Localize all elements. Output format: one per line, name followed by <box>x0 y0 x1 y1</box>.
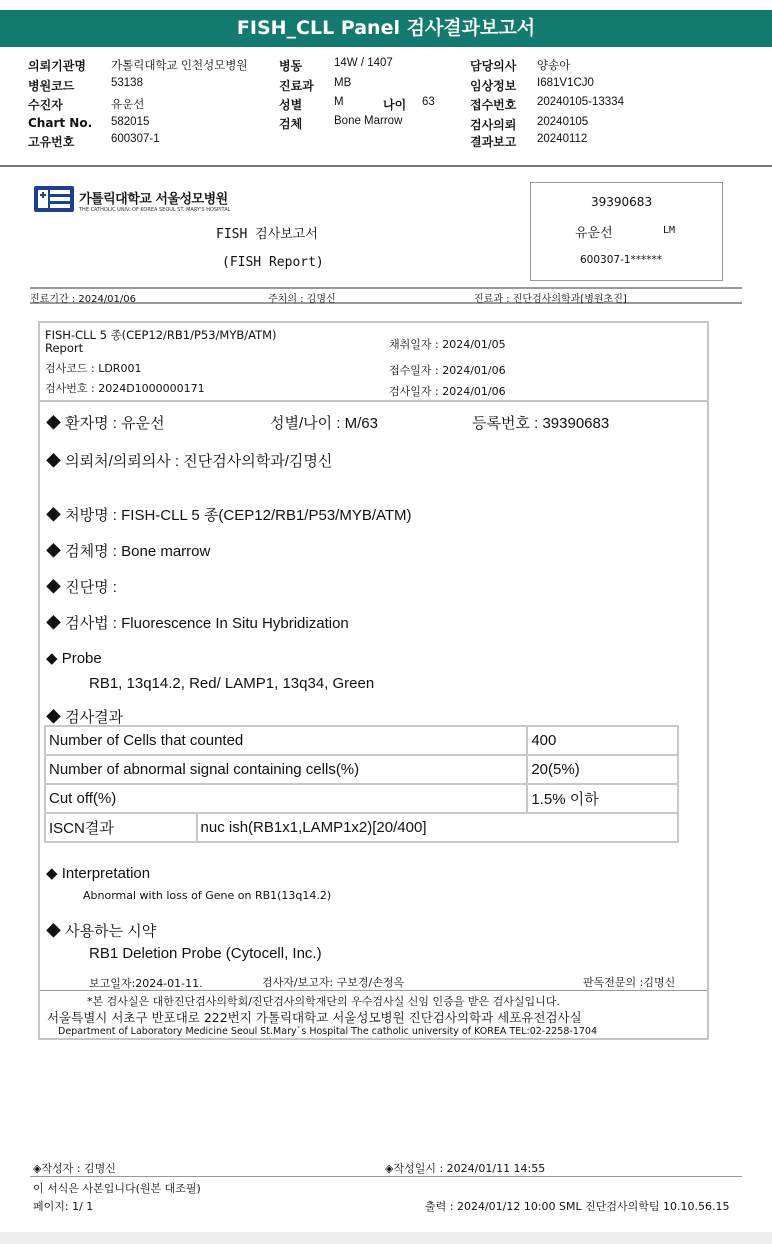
footer-divider <box>30 1176 742 1177</box>
certification-note: *본 검사실은 대한진단검사의학회/진단검사의학재단의 우수검사실 신임 인증을 받은 검사실입니다. <box>87 995 560 1008</box>
header-label: Chart No. <box>28 116 93 130</box>
signoff-divider <box>40 990 707 991</box>
results-table <box>44 725 679 843</box>
test-code: 검사코드 : LDR001 <box>45 362 142 375</box>
requester: ◆ 의뢰처/의뢰의사 : 진단검사의학과/김명신 <box>46 453 333 470</box>
age-label: 나이 <box>383 98 407 112</box>
header-label: 병원코드 <box>28 79 75 93</box>
reading-physician: 판독전문의 :김명신 <box>583 976 676 989</box>
registration-number: 등록번호 : 39390683 <box>472 415 610 432</box>
label-name: 유운선 <box>575 226 613 241</box>
interpretation-text: Abnormal with loss of Gene on RB1(13q14.2) <box>83 889 332 902</box>
header-value: I681V1CJ0 <box>537 77 594 89</box>
test-name-2: Report <box>45 341 84 355</box>
sex-age: 성별/나이 : M/63 <box>270 415 378 432</box>
interpretation-heading: ◆ Interpretation <box>46 865 151 882</box>
received-date: 접수일자 : 2024/01/06 <box>389 364 506 377</box>
attending-physician: 주치의 : 김명신 <box>268 294 336 305</box>
method: ◆ 검사법 : Fluorescence In Situ Hybridization <box>46 615 349 632</box>
result-heading: ◆ 검사결과 <box>46 709 124 726</box>
header-label: 임상정보 <box>470 79 517 93</box>
result-value: 400 <box>527 726 678 755</box>
result-label: Number of abnormal signal containing cells(%) <box>45 755 527 784</box>
report-date: 보고일자:2024-01-11. <box>89 977 203 990</box>
header-label: 검체 <box>279 117 303 131</box>
result-label: Number of Cells that counted <box>45 726 527 755</box>
reagent-text: RB1 Deletion Probe (Cytocell, Inc.) <box>89 945 322 962</box>
table-row <box>45 784 678 813</box>
result-value: 20(5%) <box>527 755 678 784</box>
department-english: Department of Laboratory Medicine Seoul St.Mary`s Hospital The catholic university of KOREA TEL:02-2258-1704 <box>58 1026 598 1037</box>
header-value: 양송아 <box>537 60 571 72</box>
report-heading-en: (FISH Report) <box>222 255 324 270</box>
header-value: Bone Marrow <box>334 115 403 127</box>
probe-heading: ◆ Probe <box>46 650 102 667</box>
header-value: 20240112 <box>537 133 588 145</box>
tested-date: 검사일자 : 2024/01/06 <box>389 385 506 398</box>
hospital-subtitle: THE CATHOLIC UNIV. OF KOREA SEOUL ST. MARY'S HOSPITAL <box>79 207 231 213</box>
header-value: 20240105 <box>537 116 589 128</box>
department: 진료과 : 진단검사의학과[병원초진] <box>474 294 627 305</box>
header-label: 성별 <box>279 98 303 112</box>
table-row <box>45 755 678 784</box>
test-number: 검사번호 : 2024D1000000171 <box>45 382 205 395</box>
reagent-heading: ◆ 사용하는 시약 <box>46 923 157 940</box>
prescription: ◆ 처방명 : FISH-CLL 5 종(CEP12/RB1/P53/MYB/ATM) <box>46 507 412 524</box>
result-label: Cut off(%) <box>45 784 527 813</box>
visit-info-strip <box>30 287 742 304</box>
result-value: 1.5% 이하 <box>527 784 678 813</box>
label-number: 39390683 <box>591 195 653 209</box>
report-header-divider <box>40 400 707 402</box>
header-value: M <box>334 96 344 108</box>
probe-text: RB1, 13q14.2, Red/ LAMP1, 13q34, Green <box>89 675 375 692</box>
header-value: MB <box>334 77 352 89</box>
header-label: 진료과 <box>279 79 314 93</box>
table-row <box>45 726 678 755</box>
report-title: FISH_CLL Panel 검사결과보고서 <box>0 10 772 47</box>
page-bottom-band <box>0 1232 772 1244</box>
label-id: 600307-1****** <box>580 254 663 266</box>
visit-period: 진료기간 : 2024/01/06 <box>30 294 137 305</box>
diagnosis: ◆ 진단명 : <box>46 579 117 596</box>
page-number: 페이지: 1/ 1 <box>33 1200 94 1213</box>
header-value: 20240105-13334 <box>537 96 624 108</box>
author: ◈작성자 : 김명신 <box>33 1162 116 1175</box>
header-divider <box>0 165 772 167</box>
patient-name: ◆ 환자명 : 유운선 <box>46 415 165 432</box>
header-label: 검사의뢰 <box>470 118 517 132</box>
header-label: 접수번호 <box>470 98 517 112</box>
iscn-value: nuc ish(RB1x1,LAMP1x2)[20/400] <box>197 813 678 842</box>
print-info: 출력 : 2024/01/12 10:00 SML 진단검사의학팀 10.10.56.15 <box>425 1200 730 1213</box>
report-heading: FISH 검사보고서 <box>216 227 318 242</box>
age-value: 63 <box>422 96 435 108</box>
patient-label-box <box>530 182 723 281</box>
table-row <box>45 813 678 842</box>
header-value: 600307-1 <box>111 133 160 145</box>
test-name: FISH-CLL 5 종(CEP12/RB1/P53/MYB/ATM) <box>45 328 277 342</box>
header-value: 53138 <box>111 77 143 89</box>
lab-address: 서울특별시 서초구 반포대로 222번지 가톨릭대학교 서울성모병원 진단검사의학과 세포유전검사실 <box>47 1010 582 1025</box>
hospital-logo-icon <box>34 186 74 212</box>
header-value: 유운선 <box>111 99 145 111</box>
specimen: ◆ 검체명 : Bone marrow <box>46 543 211 560</box>
iscn-label: ISCN결과 <box>45 813 197 842</box>
copy-note: 이 서식은 사본입니다(원본 대조필) <box>33 1182 201 1195</box>
collected-date: 채취일자 : 2024/01/05 <box>389 338 506 351</box>
hospital-name: 가톨릭대학교 서울성모병원 <box>79 192 228 207</box>
header-value: 14W / 1407 <box>334 57 393 69</box>
header-label: 결과보고 <box>470 135 517 149</box>
header-value: 가톨릭대학교 인천성모병원 <box>111 60 248 72</box>
header-label: 병동 <box>279 59 303 73</box>
reporters: 검사자/보고자: 구보경/손정옥 <box>262 976 405 989</box>
header-label: 의뢰기관명 <box>28 59 86 73</box>
header-label: 고유번호 <box>28 135 75 149</box>
header-label: 담당의사 <box>470 59 517 73</box>
written-time: ◈작성일시 : 2024/01/11 14:55 <box>385 1162 546 1175</box>
header-value: 582015 <box>111 116 150 128</box>
label-code: LM <box>663 225 676 236</box>
header-label: 수진자 <box>28 98 63 112</box>
